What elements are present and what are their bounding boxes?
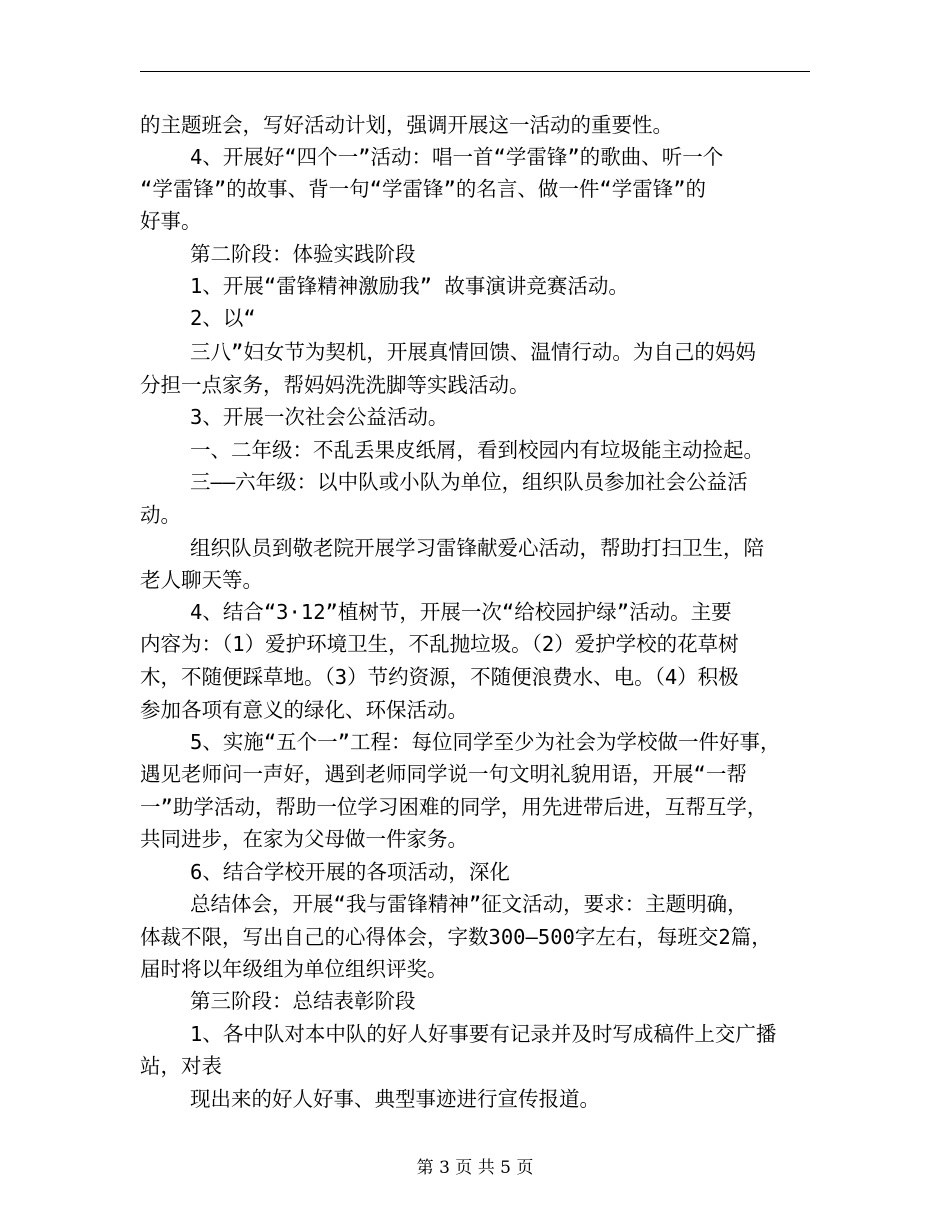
section-heading: 第三阶段：总结表彰阶段 — [190, 989, 416, 1013]
page-footer: 第 3 页 共 5 页 — [416, 1158, 534, 1178]
text-line: 5、实施“五个一”工程：每位同学至少为社会为学校做一件好事， — [190, 730, 781, 754]
text-line: 参加各项有意义的绿化、环保活动。 — [140, 698, 468, 722]
text-line: 1、开展“雷锋精神激励我” 故事演讲竞赛活动。 — [190, 274, 629, 298]
text-line: 一、二年级：不乱丢果皮纸屑，看到校园内有垃圾能主动捡起。 — [190, 438, 764, 462]
text-line: 动。 — [140, 503, 181, 527]
text-line: 木，不随便踩草地。（3）节约资源，不随便浪费水、电。（4）积极 — [140, 665, 739, 689]
text-line: 一”助学活动，帮助一位学习困难的同学，用先进带后进，互帮互学， — [140, 795, 768, 819]
text-line: 遇见老师问一声好，遇到老师同学说一句文明礼貌用语，开展“一帮 — [140, 762, 747, 786]
text-line: 体裁不限，写出自己的心得体会，字数300—500字左右，每班交2篇， — [140, 925, 772, 949]
text-line: 共同进步，在家为父母做一件家务。 — [140, 827, 468, 851]
text-line: 内容为：（1）爱护环境卫生，不乱抛垃圾。（2）爱护学校的花草树 — [140, 632, 739, 656]
text-line: 三八”妇女节为契机，开展真情回馈、温情行动。为自己的妈妈 — [190, 340, 756, 364]
text-line: 3、开展一次社会公益活动。 — [190, 405, 449, 429]
text-line: 好事。 — [140, 209, 202, 233]
text-line: “学雷锋”的故事、背一句“学雷锋”的名言、做一件“学雷锋”的 — [140, 177, 707, 201]
text-line: 分担一点家务，帮妈妈洗洗脚等实践活动。 — [140, 373, 530, 397]
text-line: 老人聊天等。 — [140, 568, 263, 592]
text-line: 总结体会，开展“我与雷锋精神”征文活动，要求：主题明确， — [190, 892, 748, 916]
text-line: 三——六年级：以中队或小队为单位，组织队员参加社会公益活 — [190, 470, 748, 494]
text-line: 现出来的好人好事、典型事迹进行宣传报道。 — [190, 1087, 600, 1111]
text-line: 4、结合“3·12”植树节，开展一次“给校园护绿”活动。主要 — [190, 600, 732, 624]
text-line: 6、结合学校开展的各项活动，深化 — [190, 860, 510, 884]
text-line: 1、各中队对本中队的好人好事要有记录并及时写成稿件上交广播 — [190, 1022, 777, 1046]
text-line: 的主题班会，写好活动计划，强调开展这一活动的重要性。 — [140, 113, 673, 137]
text-line: 2、以“ — [190, 306, 256, 330]
text-line: 站，对表 — [140, 1054, 222, 1078]
text-line: 4、开展好“四个一”活动：唱一首“学雷锋”的歌曲、听一个 — [190, 145, 724, 169]
section-heading: 第二阶段：体验实践阶段 — [190, 242, 416, 266]
text-line: 组织队员到敬老院开展学习雷锋献爱心活动，帮助打扫卫生，陪 — [190, 536, 764, 560]
header-rule — [140, 71, 810, 72]
text-line: 届时将以年级组为单位组织评奖。 — [140, 957, 448, 981]
